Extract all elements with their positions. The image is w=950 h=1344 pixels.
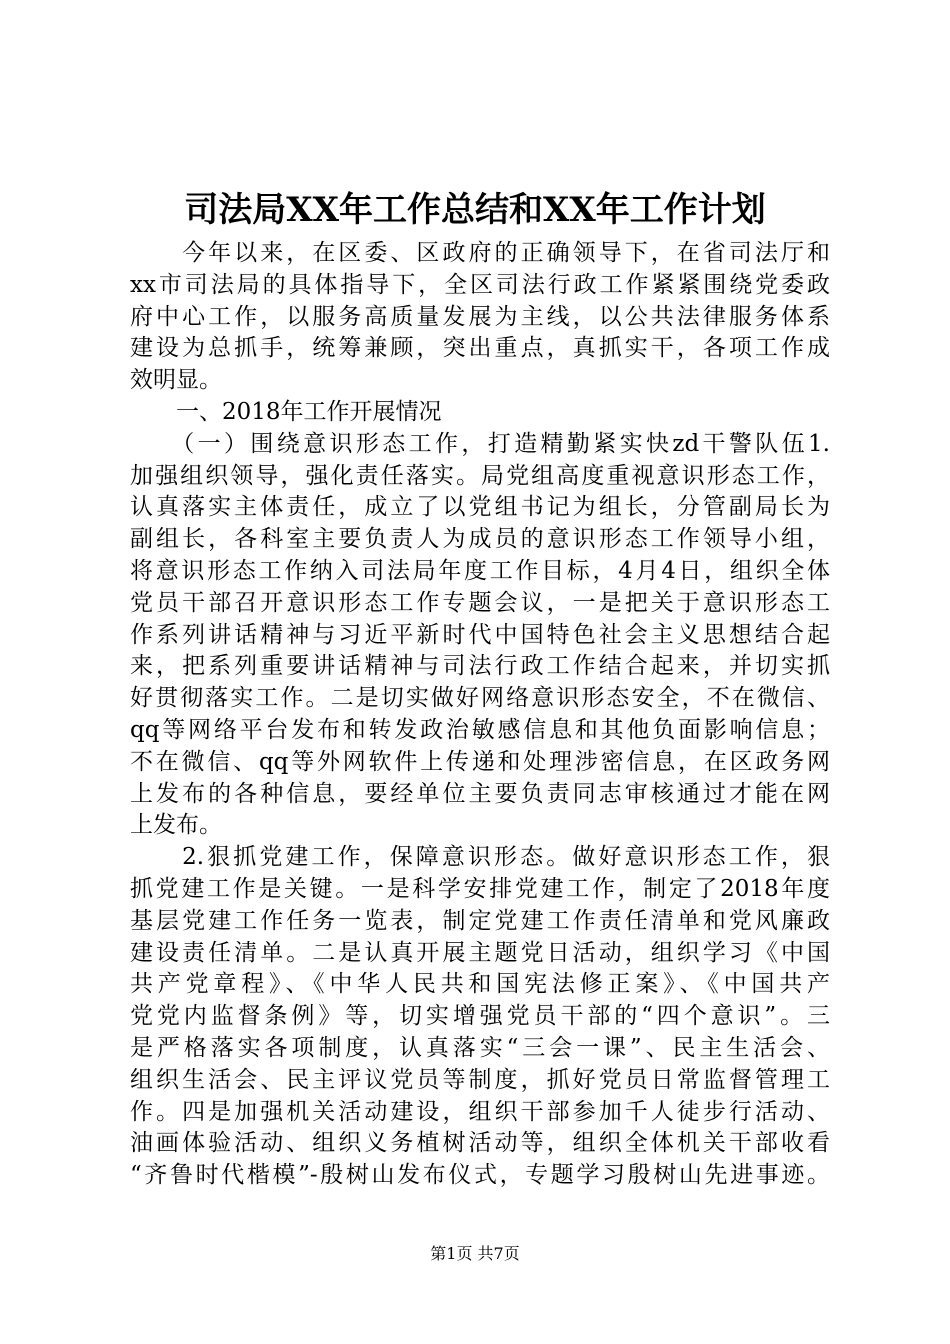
document-body	[130, 238, 830, 1192]
body-line: 作。四是加强机关活动建设，组织干部参加千人徒步行活动、	[130, 1098, 830, 1125]
body-line: （一）围绕意识形态工作，打造精勤紧实快zd干警队伍1.	[130, 430, 830, 457]
body-line: 效明显。	[130, 367, 222, 394]
body-line: 党员干部召开意识形态工作专题会议，一是把关于意识形态工	[130, 589, 830, 616]
body-line: 加强组织领导，强化责任落实。局党组高度重视意识形态工作，	[130, 462, 830, 489]
body-line: 将意识形态工作纳入司法局年度工作目标，4月4日，组织全体	[130, 557, 830, 584]
body-line: 抓党建工作是关键。一是科学安排党建工作，制定了2018年度	[130, 875, 830, 902]
body-line: 组织生活会、民主评议党员等制度，抓好党员日常监督管理工	[130, 1066, 830, 1093]
body-line: “齐鲁时代楷模”-殷树山发布仪式，专题学习殷树山先进事迹。	[130, 1162, 830, 1189]
body-line: 副组长，各科室主要负责人为成员的意识形态工作领导小组，	[130, 526, 830, 553]
body-line: 上发布。	[130, 812, 222, 839]
body-line: 上发布的各种信息，要经单位主要负责同志审核通过才能在网	[130, 780, 830, 807]
body-line: 油画体验活动、组织义务植树活动等，组织全体机关干部收看	[130, 1130, 830, 1157]
body-line: 不在微信、qq等外网软件上传递和处理涉密信息，在区政务网	[130, 748, 830, 775]
body-line: 作系列讲话精神与习近平新时代中国特色社会主义思想结合起	[130, 621, 830, 648]
body-line: 党党内监督条例》等，切实增强党员干部的“四个意识”。三	[130, 1003, 830, 1030]
body-line: 共产党章程》、《中华人民共和国宪法修正案》、《中国共产	[130, 971, 830, 998]
document-title: 司法局XX年工作总结和XX年工作计划	[184, 190, 766, 230]
body-line: 基层党建工作任务一览表，制定党建工作责任清单和党风廉政	[130, 907, 830, 934]
body-line: 建设责任清单。二是认真开展主题党日活动，组织学习《中国	[130, 939, 830, 966]
body-line: 建设为总抓手，统筹兼顾，突出重点，真抓实干，各项工作成	[130, 335, 830, 362]
body-line: 是严格落实各项制度，认真落实“三会一课”、民主生活会、	[130, 1034, 830, 1061]
body-line: qq等网络平台发布和转发政治敏感信息和其他负面影响信息；	[130, 716, 830, 743]
body-line: 来，把系列重要讲话精神与司法行政工作结合起来，并切实抓	[130, 653, 830, 680]
body-line: 今年以来，在区委、区政府的正确领导下，在省司法厅和	[130, 240, 830, 266]
body-line: 府中心工作，以服务高质量发展为主线，以公共法律服务体系	[130, 303, 830, 330]
body-line: 好贯彻落实工作。二是切实做好网络意识形态安全，不在微信、	[130, 685, 830, 712]
body-line: xx市司法局的具体指导下，全区司法行政工作紧紧围绕党委政	[130, 271, 830, 298]
body-line: 认真落实主体责任，成立了以党组书记为组长，分管副局长为	[130, 494, 830, 521]
body-line: 2.狠抓党建工作，保障意识形态。做好意识形态工作，狠	[130, 844, 830, 871]
body-line: 一、2018年工作开展情况	[130, 398, 442, 425]
page-indicator: 第1页 共7页	[430, 1244, 520, 1263]
